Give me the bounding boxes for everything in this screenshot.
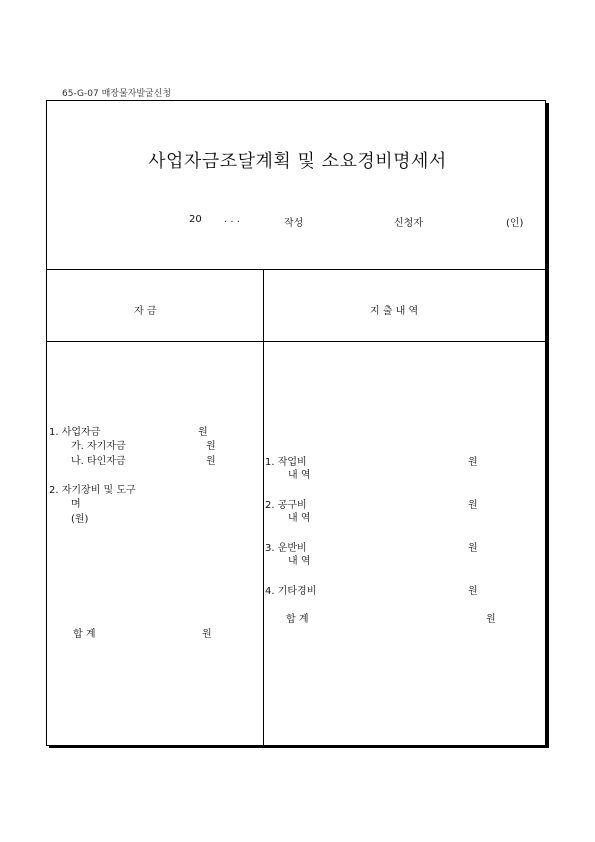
- expense-item-3-detail: 내 역: [288, 556, 311, 567]
- expense-item-1-unit: 원: [468, 457, 478, 468]
- funds-header: 자 금: [134, 306, 157, 317]
- form-code: 65-G-07 매장물자발굴신청: [62, 89, 172, 99]
- seal-label: (인): [506, 218, 524, 229]
- expense-total-unit: 원: [486, 614, 496, 625]
- table-top-rule: [47, 269, 545, 270]
- expense-item-4-unit: 원: [468, 586, 478, 597]
- expense-item-3-unit: 원: [468, 543, 478, 554]
- funds-item-2-line3: (원): [71, 514, 89, 525]
- expense-item-2-detail: 내 역: [288, 513, 311, 524]
- expense-item-3-label: 3. 운반비: [265, 543, 307, 554]
- funds-total-unit: 원: [202, 629, 212, 640]
- funds-item-1-unit: 원: [198, 427, 208, 438]
- written-label: 작성: [284, 218, 304, 229]
- expense-item-2-label: 2. 공구비: [265, 500, 307, 511]
- expense-item-2-unit: 원: [468, 500, 478, 511]
- expense-total-label: 합 계: [286, 614, 309, 625]
- frame-shadow-bottom: [49, 745, 549, 748]
- expense-item-1-label: 1. 작업비: [265, 457, 307, 468]
- frame-shadow-right: [546, 103, 549, 748]
- funds-total-label: 합 계: [73, 629, 96, 640]
- expense-item-4-label: 4. 기타경비: [265, 586, 317, 597]
- funds-item-1b-label: 나. 타인자금: [71, 456, 126, 467]
- funds-item-1-label: 1. 사업자금: [49, 427, 101, 438]
- date-year-prefix: 20: [189, 214, 202, 225]
- header-bottom-rule: [47, 341, 545, 342]
- funds-item-1b-unit: 원: [206, 456, 216, 467]
- expenses-header: 지 출 내 역: [370, 306, 419, 317]
- funds-item-2-line2: 며: [71, 499, 81, 510]
- applicant-label: 신청자: [394, 218, 423, 229]
- form-frame: [46, 100, 546, 746]
- funds-item-1a-unit: 원: [206, 441, 216, 452]
- column-divider: [263, 269, 264, 745]
- funds-item-2-label: 2. 자기장비 및 도구: [49, 485, 136, 496]
- page-title: 사업자금조달계획 및 소요경비명세서: [148, 151, 447, 172]
- expense-item-1-detail: 내 역: [288, 470, 311, 481]
- funds-item-1a-label: 가. 자기자금: [71, 441, 126, 452]
- date-dots: . . .: [224, 214, 240, 225]
